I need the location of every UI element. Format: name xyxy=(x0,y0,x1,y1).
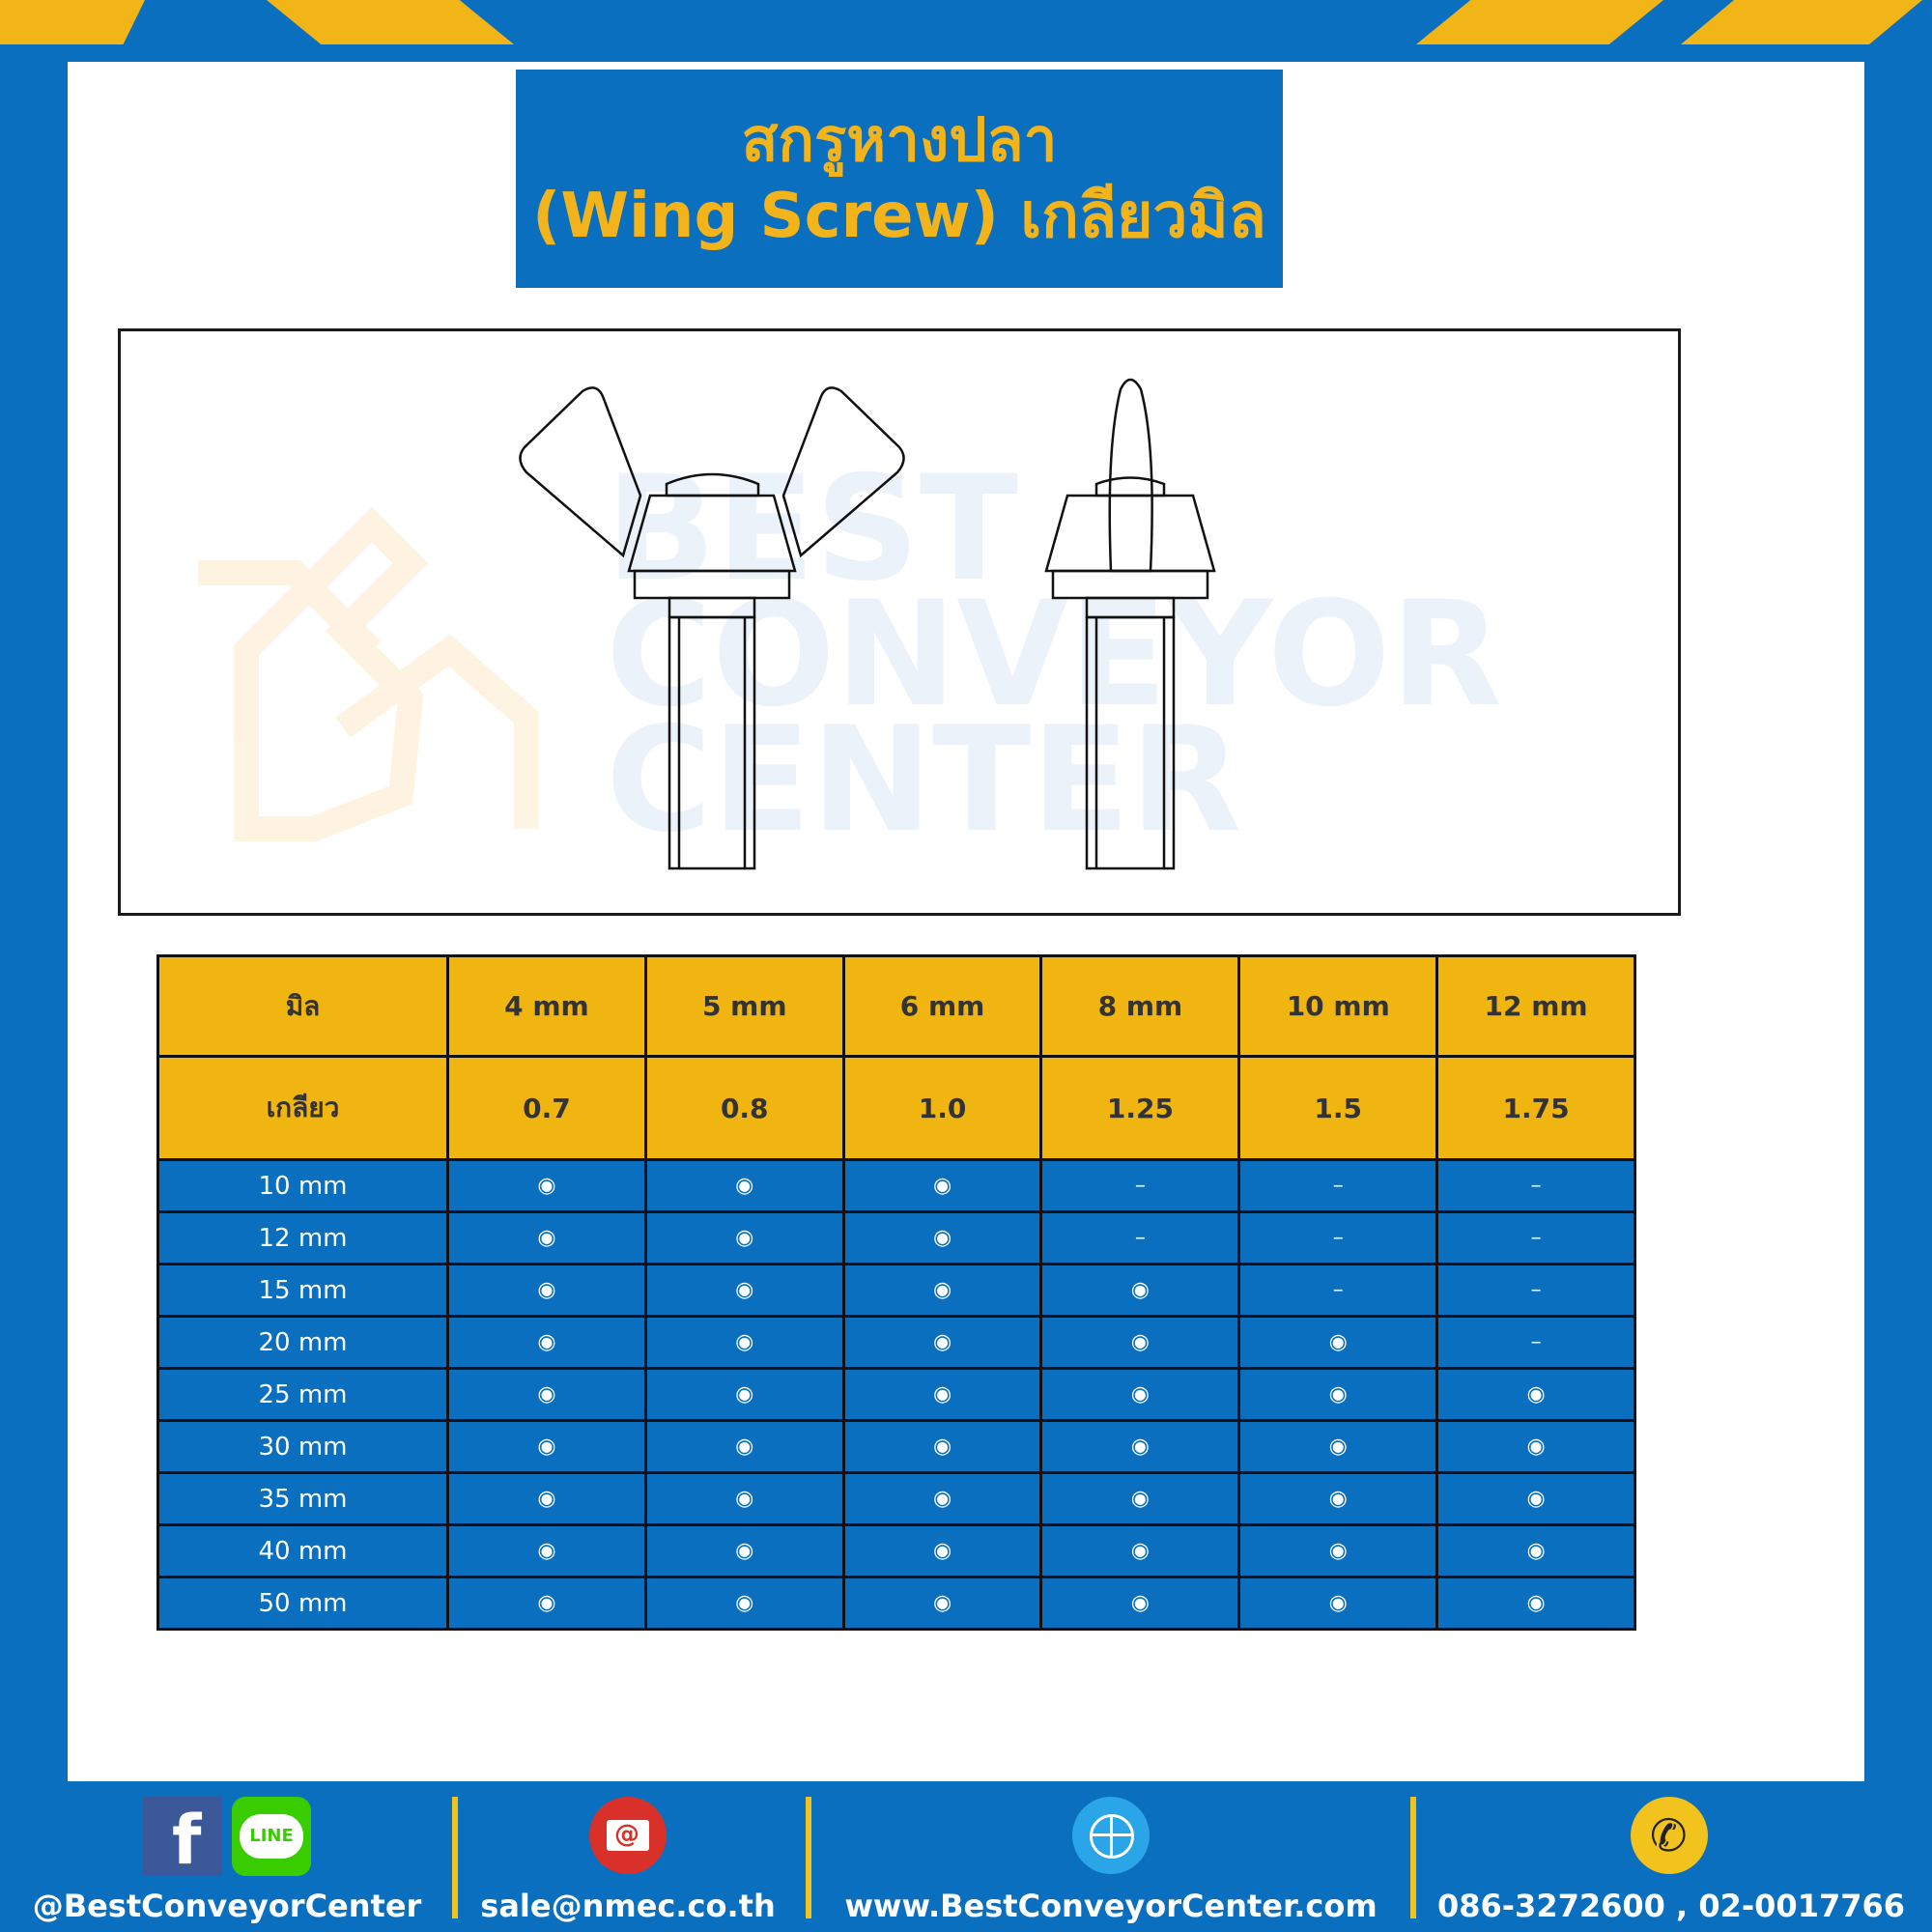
length-cell: 40 mm xyxy=(158,1525,448,1577)
availability-cell: ◉ xyxy=(843,1421,1041,1473)
availability-cell: ◉ xyxy=(1239,1317,1437,1369)
size-header: 10 mm xyxy=(1239,956,1437,1057)
website-url[interactable]: www.BestConveyorCenter.com xyxy=(844,1888,1378,1924)
availability-cell: ◉ xyxy=(1041,1264,1239,1317)
availability-cell: ◉ xyxy=(645,1369,843,1421)
size-header-label: มิล xyxy=(158,956,448,1057)
availability-cell: ◉ xyxy=(1239,1473,1437,1525)
availability-cell: ◉ xyxy=(448,1421,646,1473)
availability-cell: ◉ xyxy=(1437,1525,1635,1577)
title-banner xyxy=(516,70,1283,288)
pitch-header-row xyxy=(158,1057,1635,1160)
availability-cell: – xyxy=(1437,1317,1635,1369)
availability-cell: – xyxy=(1239,1160,1437,1212)
facebook-icon[interactable]: f xyxy=(143,1797,222,1876)
availability-cell: – xyxy=(1437,1160,1635,1212)
availability-cell: ◉ xyxy=(645,1525,843,1577)
availability-cell: – xyxy=(1239,1212,1437,1264)
email-icon[interactable]: @ xyxy=(589,1797,667,1874)
availability-cell: ◉ xyxy=(645,1264,843,1317)
availability-cell: ◉ xyxy=(1239,1577,1437,1630)
footer-divider xyxy=(1410,1797,1416,1918)
availability-cell: ◉ xyxy=(645,1577,843,1630)
watermark-logo xyxy=(198,525,526,829)
watermark-text-center: CENTER xyxy=(606,696,1242,865)
length-cell: 10 mm xyxy=(158,1160,448,1212)
availability-cell: ◉ xyxy=(843,1212,1041,1264)
size-header: 8 mm xyxy=(1041,956,1239,1057)
side-wing xyxy=(1110,380,1152,571)
availability-cell: ◉ xyxy=(1041,1577,1239,1630)
length-cell: 15 mm xyxy=(158,1264,448,1317)
pitch-header: 0.7 xyxy=(448,1057,646,1160)
availability-cell: ◉ xyxy=(1239,1369,1437,1421)
availability-cell: ◉ xyxy=(645,1212,843,1264)
size-header: 12 mm xyxy=(1437,956,1635,1057)
length-cell: 35 mm xyxy=(158,1473,448,1525)
table-row xyxy=(158,1525,1635,1577)
pitch-header: 1.0 xyxy=(843,1057,1041,1160)
availability-cell: ◉ xyxy=(1041,1317,1239,1369)
watermark-text xyxy=(606,445,1502,865)
availability-cell: ◉ xyxy=(1437,1473,1635,1525)
diagram-drawing xyxy=(121,331,1678,913)
pitch-header: 1.5 xyxy=(1239,1057,1437,1160)
footer-website xyxy=(821,1781,1401,1932)
availability-cell: ◉ xyxy=(448,1160,646,1212)
pitch-header: 0.8 xyxy=(645,1057,843,1160)
footer-email xyxy=(464,1781,792,1932)
availability-cell: ◉ xyxy=(1437,1577,1635,1630)
length-cell: 30 mm xyxy=(158,1421,448,1473)
length-cell: 20 mm xyxy=(158,1317,448,1369)
pitch-header: 1.75 xyxy=(1437,1057,1635,1160)
footer-bar xyxy=(0,1781,1932,1932)
footer-phone xyxy=(1420,1781,1922,1932)
footer-social xyxy=(29,1781,425,1932)
size-header: 5 mm xyxy=(645,956,843,1057)
side-head-body xyxy=(1046,496,1214,571)
phone-icon[interactable]: ✆ xyxy=(1631,1797,1708,1874)
side-head-dome xyxy=(1096,478,1164,497)
table-row xyxy=(158,1264,1635,1317)
length-cell: 12 mm xyxy=(158,1212,448,1264)
table-row xyxy=(158,1212,1635,1264)
top-stripe-left-2 xyxy=(267,0,514,44)
line-icon[interactable] xyxy=(232,1797,311,1876)
availability-cell: ◉ xyxy=(843,1473,1041,1525)
availability-cell: – xyxy=(1041,1212,1239,1264)
availability-cell: ◉ xyxy=(843,1317,1041,1369)
footer-divider xyxy=(806,1797,811,1918)
availability-cell: ◉ xyxy=(645,1421,843,1473)
availability-cell: ◉ xyxy=(843,1369,1041,1421)
availability-cell: ◉ xyxy=(1239,1421,1437,1473)
globe-icon[interactable] xyxy=(1072,1797,1150,1874)
watermark-text-best: BEST xyxy=(606,445,1019,613)
availability-cell: ◉ xyxy=(1437,1421,1635,1473)
title-line-1: สกรูหางปลา xyxy=(741,104,1058,175)
top-stripe-right-2 xyxy=(1681,0,1922,44)
availability-cell: ◉ xyxy=(1041,1525,1239,1577)
size-header-row xyxy=(158,956,1635,1057)
table-row xyxy=(158,1160,1635,1212)
spec-table-body xyxy=(158,1160,1635,1630)
availability-cell: ◉ xyxy=(1239,1525,1437,1577)
availability-cell: ◉ xyxy=(1041,1473,1239,1525)
availability-cell: ◉ xyxy=(448,1317,646,1369)
wing-screw-diagram xyxy=(118,328,1681,916)
line-icon-badge: LINE xyxy=(240,1814,303,1859)
length-cell: 25 mm xyxy=(158,1369,448,1421)
footer-divider xyxy=(452,1797,458,1918)
top-stripe-right-1 xyxy=(1416,0,1663,44)
top-stripe-left-1 xyxy=(0,0,145,44)
availability-cell: ◉ xyxy=(1041,1421,1239,1473)
size-header: 6 mm xyxy=(843,956,1041,1057)
table-row xyxy=(158,1473,1635,1525)
availability-cell: ◉ xyxy=(645,1317,843,1369)
table-row xyxy=(158,1577,1635,1630)
pitch-header-label: เกลียว xyxy=(158,1057,448,1160)
phone-numbers[interactable]: 086-3272600 , 02-0017766 xyxy=(1436,1888,1906,1924)
availability-cell: – xyxy=(1437,1212,1635,1264)
pitch-header: 1.25 xyxy=(1041,1057,1239,1160)
availability-cell: ◉ xyxy=(843,1525,1041,1577)
availability-cell: ◉ xyxy=(1437,1369,1635,1421)
availability-cell: – xyxy=(1239,1264,1437,1317)
availability-cell: – xyxy=(1437,1264,1635,1317)
availability-cell: ◉ xyxy=(843,1160,1041,1212)
size-header: 4 mm xyxy=(448,956,646,1057)
table-row xyxy=(158,1369,1635,1421)
availability-cell: ◉ xyxy=(1041,1369,1239,1421)
availability-cell: ◉ xyxy=(843,1264,1041,1317)
availability-cell: ◉ xyxy=(843,1577,1041,1630)
spec-table xyxy=(156,954,1636,1631)
availability-cell: ◉ xyxy=(448,1577,646,1630)
availability-cell: ◉ xyxy=(645,1473,843,1525)
social-handle: @BestConveyorCenter xyxy=(32,1888,422,1924)
availability-cell: ◉ xyxy=(448,1473,646,1525)
availability-cell: ◉ xyxy=(448,1264,646,1317)
watermark-text-conveyor: CONVEYOR xyxy=(606,571,1502,739)
availability-cell: ◉ xyxy=(645,1160,843,1212)
table-row xyxy=(158,1421,1635,1473)
availability-cell: ◉ xyxy=(448,1212,646,1264)
title-line-2: (Wing Screw) เกลียวมิล xyxy=(532,181,1266,252)
length-cell: 50 mm xyxy=(158,1577,448,1630)
availability-cell: ◉ xyxy=(448,1525,646,1577)
email-address[interactable]: sale@nmec.co.th xyxy=(480,1888,776,1924)
table-row xyxy=(158,1317,1635,1369)
availability-cell: – xyxy=(1041,1160,1239,1212)
availability-cell: ◉ xyxy=(448,1369,646,1421)
